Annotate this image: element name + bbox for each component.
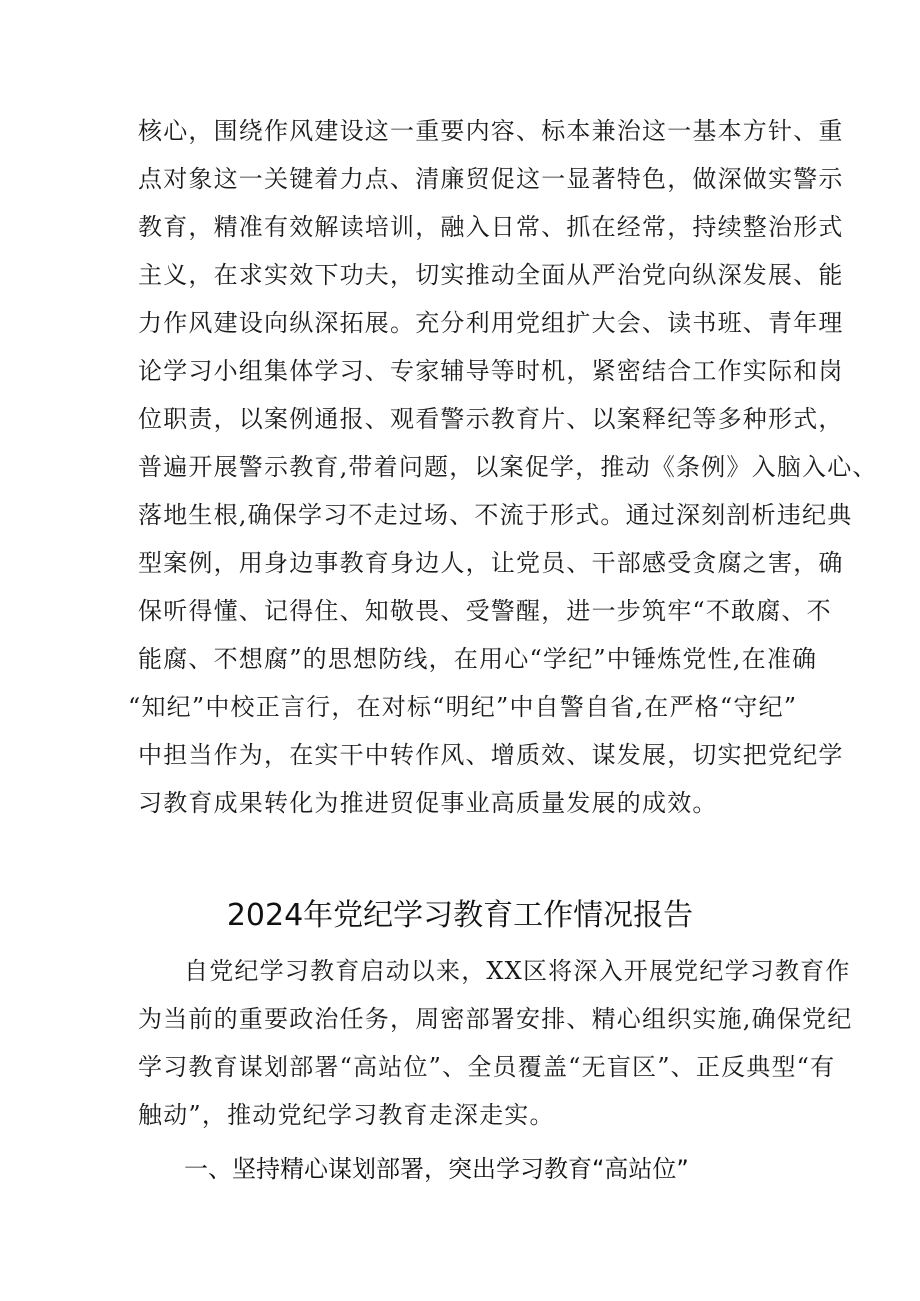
paragraph-line: 习教育成果转化为推进贸促事业高质量发展的成效。 (138, 789, 718, 817)
paragraph-line: 中担当作为，在实干中转作风、增质效、谋发展，切实把党纪学 (138, 741, 844, 769)
paragraph-line: 主义，在求实效下功夫，切实推动全面从严治党向纵深发展、能 (138, 261, 844, 289)
paragraph-line: 普遍开展警示教育,带着问题，以案促学，推动《条例》入脑入心、 (138, 453, 878, 481)
paragraph-line: 触动”，推动党纪学习教育走深走实。 (138, 1101, 555, 1129)
paragraph-line: 自党纪学习教育启动以来，XX区将深入开展党纪学习教育作 (184, 957, 851, 985)
paragraph-line: 教育，精准有效解读培训，融入日常、抓在经常，持续整治形式 (138, 213, 844, 241)
paragraph-line: 保听得懂、记得住、知敬畏、受警醒，进一步筑牢“不敢腐、不 (138, 597, 832, 625)
paragraph-line: 点对象这一关键着力点、清廉贸促这一显著特色，做深做实警示 (138, 165, 844, 193)
paragraph-line: “知纪”中校正言行，在对标“明纪”中自警自省,在严格“守纪” (128, 693, 798, 721)
paragraph-line: 核心，围绕作风建设这一重要内容、标本兼治这一基本方针、重 (138, 117, 844, 145)
paragraph-line: 能腐、不想腐”的思想防线，在用心“学纪”中锤炼党性,在准确 (138, 645, 818, 673)
paragraph-line: 落地生根,确保学习不走过场、不流于形式。通过深刻剖析违纪典 (138, 501, 853, 529)
paragraph-line: 学习教育谋划部署“高站位”、全员覆盖“无盲区”、正反典型“有 (138, 1053, 836, 1081)
paragraph-line: 型案例，用身边事教育身边人，让党员、干部感受贪腐之害，确 (138, 549, 844, 577)
paragraph-line: 力作风建设向纵深拓展。充分利用党组扩大会、读书班、青年理 (138, 309, 844, 337)
paragraph-line: 位职责，以案例通报、观看警示教育片、以案释纪等多种形式， (138, 405, 844, 433)
section-heading: 一、坚持精心谋划部署，突出学习教育“高站位” (184, 1155, 689, 1183)
paragraph-line: 为当前的重要政治任务，周密部署安排、精心组织实施,确保党纪 (138, 1005, 853, 1033)
report-title: 2024年党纪学习教育工作情况报告 (226, 898, 694, 933)
paragraph-line: 论学习小组集体学习、专家辅导等时机，紧密结合工作实际和岗 (138, 357, 844, 385)
